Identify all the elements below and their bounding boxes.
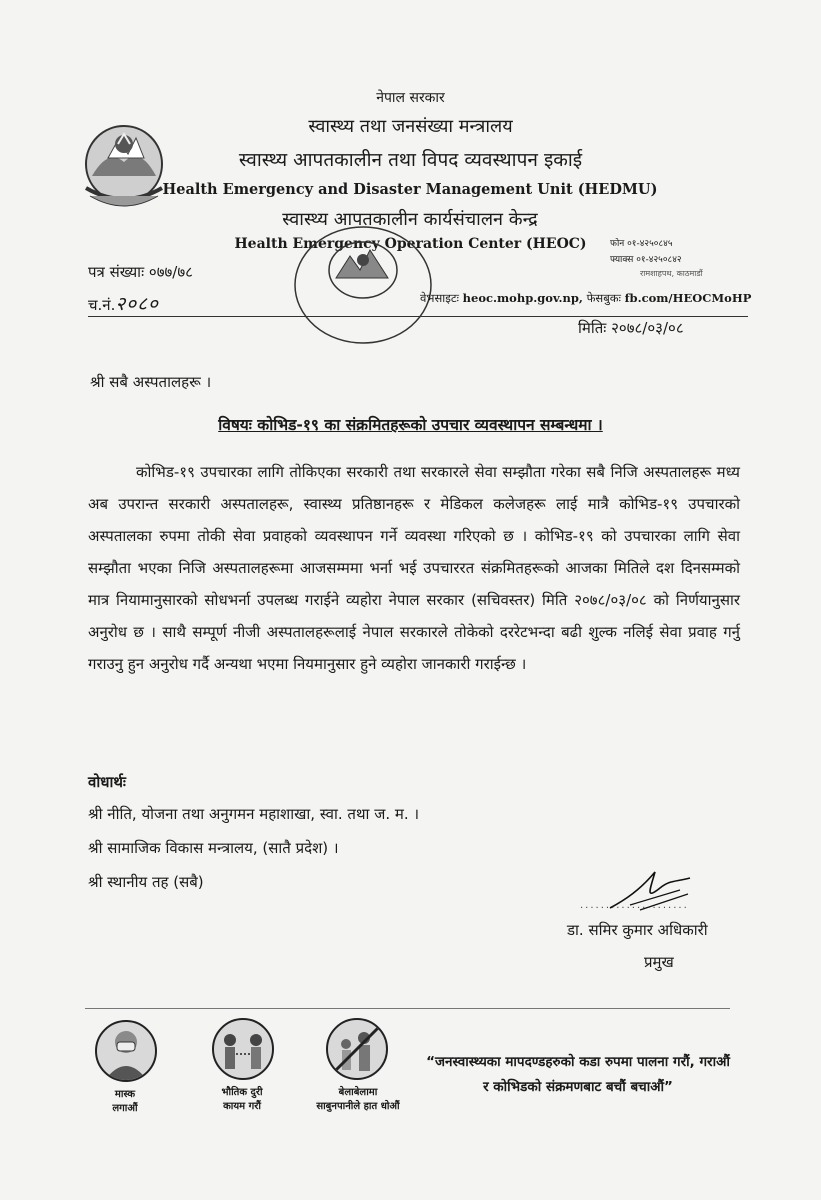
caption-line: कायम गरौं bbox=[223, 1101, 261, 1112]
facebook-label: फेसबुकः bbox=[586, 291, 621, 305]
mask-caption bbox=[88, 1088, 162, 1116]
unit-name-nepali: स्वास्थ्य आपतकालीन तथा विपद व्यवस्थापन इकाई bbox=[238, 149, 583, 171]
cc-heading: वोधार्थः bbox=[88, 773, 126, 791]
signer-title: प्रमुख bbox=[644, 953, 674, 971]
letter-body: कोभिड-१९ उपचारका लागि तोकिएका सरकारी तथा सरकारले सेवा सम्झौता गरेका सबै निजि अस्पतालहरू मध्य अब उपरान्त सरकारी अस्पतालहरू, स्वास्थ्य प्रतिष्ठानहरू र मेडिकल कलेजहरू लाई मात्रै कोभिड-१९ उपचारको अस्पतालका रुपमा तोकी सेवा प्रवाहको व्यवस्थापन गर्ने व्यवस्था गरिएको छ । कोभिड-१९ को उपचारका लागि सेवा सम्झौता भएका निजि अस्पतालहरूमा आजसम्ममा भर्ना भई उपचाररत संक्रमितहरूको आजका मितिले दश दिनसम्मको मात्र नियामानुसारको सोधभर्ना उपलब्ध गराईने व्यहोरा नेपाल सरकार (सचिवस्तर) मिति २०७८/०३/०८ को निर्णयानुसार अनुरोध छ । साथै सम्पूर्ण नीजी अस्पतालहरूलाई नेपाल सरकारले तोकेको दररेटभन्दा बढी शुल्क नलिई सेवा प्रवाह गर्नु गराउनु हुन अनुरोध गर्दै अन्यथा भएमा नियमानुसार हुने व्यहोरा जानकारी गराईन्छ । bbox=[88, 463, 740, 673]
contact-links bbox=[420, 291, 751, 306]
header-divider bbox=[88, 316, 748, 317]
center-name-english: Health Emergency Operation Center (HEOC) bbox=[234, 236, 587, 252]
unit-name-english: Health Emergency and Disaster Management Unit (HEDMU) bbox=[162, 181, 658, 198]
letter-subject: विषयः कोभिड-१९ का संक्रमितहरूको उपचार व्यवस्थापन सम्बन्धमा । bbox=[218, 416, 603, 434]
slogan-line: “जनस्वास्थ्यका मापदण्डहरुको कडा रुपमा पालना गरौं, गराऔं bbox=[426, 1054, 730, 1070]
dispatch-number bbox=[88, 290, 159, 316]
dispatch-value: २०८० bbox=[115, 293, 159, 315]
footer-divider bbox=[85, 1008, 730, 1009]
date-label: मितिः bbox=[578, 319, 607, 337]
caption-line: भौतिक दुरी bbox=[221, 1087, 263, 1098]
signer-name: डा. समिर कुमार अधिकारी bbox=[567, 921, 708, 939]
signature-dotted-line: ..................... bbox=[580, 900, 689, 911]
reference-label: पत्र संख्याः bbox=[88, 263, 145, 281]
cc-item: श्री नीति, योजना तथा अनुगमन महाशाखा, स्वा. तथा ज. म. । bbox=[88, 805, 420, 823]
ministry-name: स्वास्थ्य तथा जनसंख्या मन्त्रालय bbox=[308, 116, 513, 137]
addressee: श्री सबै अस्पतालहरू । bbox=[90, 373, 212, 391]
handwritten-signature bbox=[600, 860, 700, 920]
caption-line: बेलाबेलामा bbox=[338, 1087, 378, 1098]
cc-item: श्री सामाजिक विकास मन्त्रालय, (सातै प्रदेश) । bbox=[88, 839, 339, 857]
facebook-link[interactable]: fb.com/HEOCMoHP bbox=[624, 291, 752, 305]
cc-item: श्री स्थानीय तह (सबै) bbox=[88, 873, 204, 891]
letter-date bbox=[578, 318, 684, 338]
fax-number: फ्याक्स ०१-४२५०८४२ bbox=[610, 255, 682, 265]
physical-distance-icon bbox=[212, 1018, 274, 1080]
website-link[interactable]: heoc.mohp.gov.np, bbox=[462, 291, 583, 305]
website-label: वेभसाइटः bbox=[420, 291, 459, 305]
reference-value: ०७७/७८ bbox=[148, 263, 193, 281]
center-name-nepali: स्वास्थ्य आपतकालीन कार्यसंचालन केन्द्र bbox=[282, 209, 538, 230]
distance-caption bbox=[202, 1086, 282, 1114]
phone-number: फोन ०१-४२५०८४५ bbox=[610, 239, 673, 249]
public-health-slogan bbox=[398, 1050, 758, 1100]
mask-icon bbox=[95, 1020, 157, 1082]
slogan-line: र कोभिडको संक्रमणबाट बचौं बचाऔं” bbox=[483, 1079, 673, 1095]
government-name: नेपाल सरकार bbox=[376, 90, 445, 106]
hand-washing-icon bbox=[326, 1018, 388, 1080]
dispatch-label: च.नं. bbox=[88, 296, 116, 314]
office-address: रामशाहपथ, काठमाडौं bbox=[640, 269, 703, 278]
official-stamp bbox=[288, 220, 438, 350]
date-value: २०७८/०३/०८ bbox=[611, 319, 684, 337]
reference-number bbox=[88, 262, 193, 282]
caption-line: मास्क bbox=[114, 1089, 136, 1100]
caption-line: साबुनपानीले हात धोऔं bbox=[316, 1101, 400, 1112]
caption-line: लगाऔं bbox=[112, 1103, 138, 1114]
